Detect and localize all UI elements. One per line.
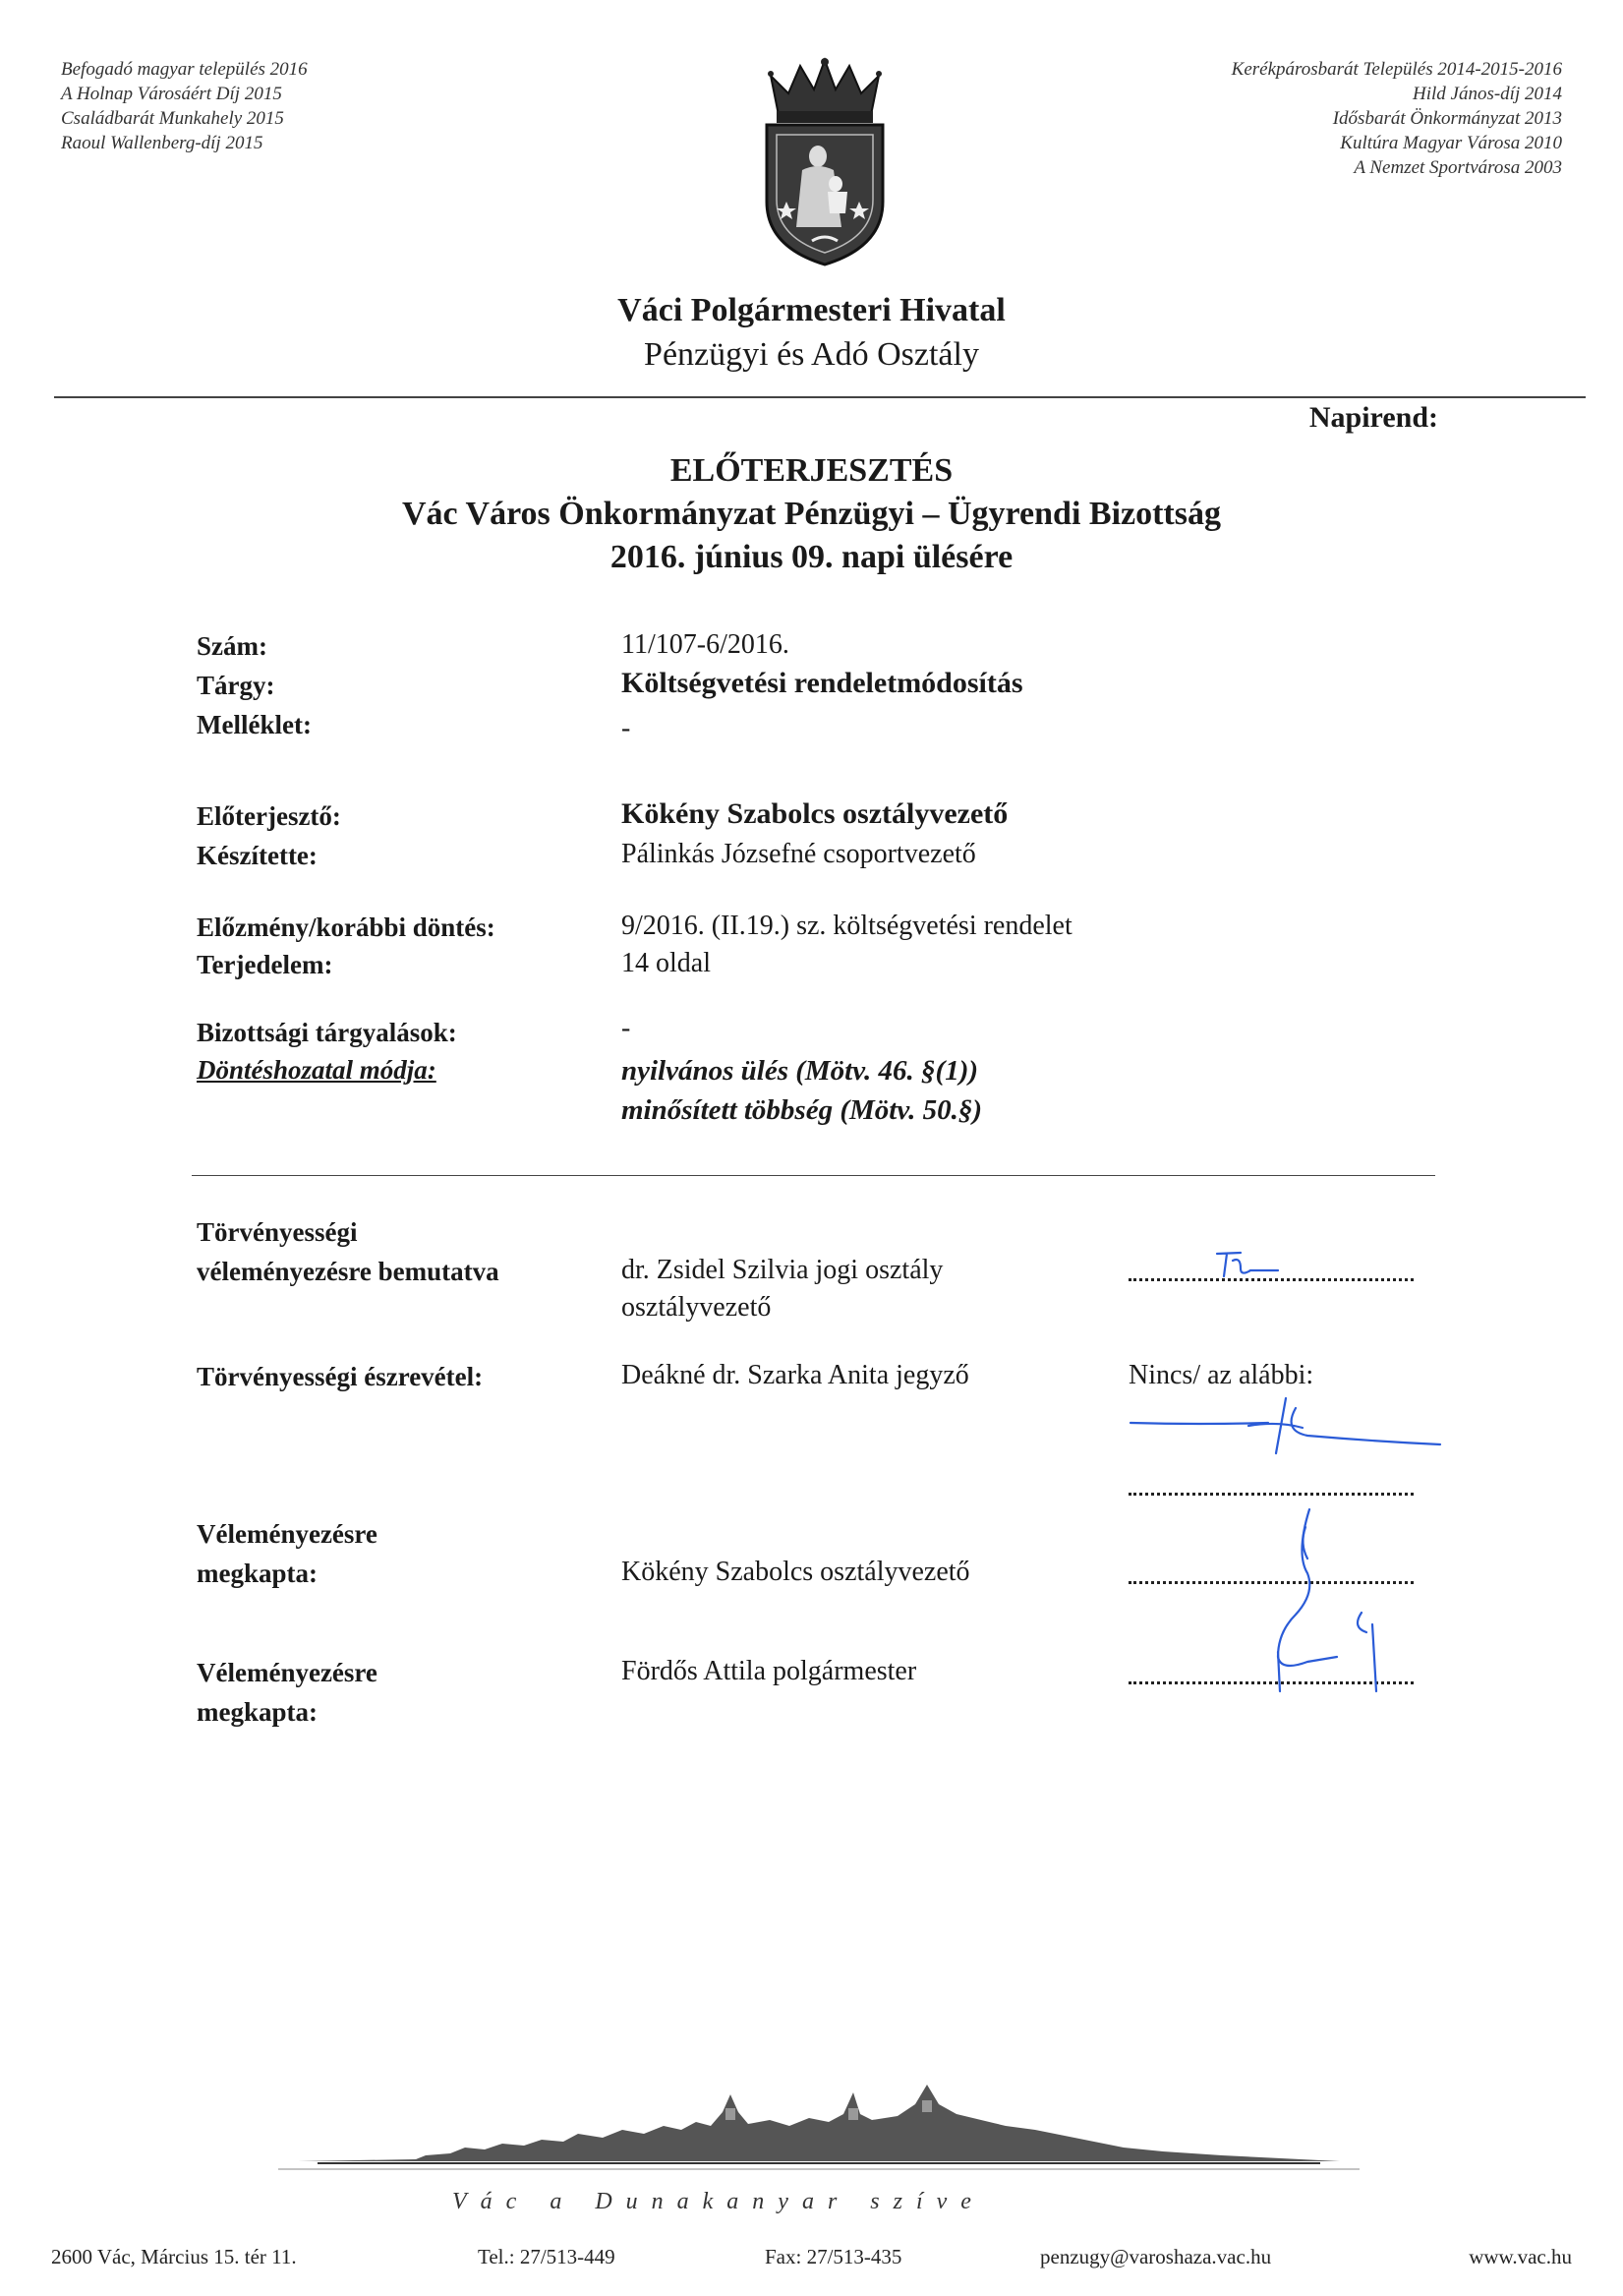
footer-address: 2600 Vác, Március 15. tér 11.: [51, 2245, 297, 2268]
footer-email[interactable]: penzugy@varoshaza.vac.hu: [1040, 2245, 1272, 2268]
signature-mark: [1278, 1509, 1337, 1666]
eloterjeszto-label: Előterjesztő:: [197, 801, 341, 831]
award-item: Befogadó magyar település 2016: [61, 59, 308, 80]
review-3-label-line1: Véleményezésre: [197, 1519, 377, 1549]
award-item: A Holnap Városáért Díj 2015: [61, 84, 282, 104]
office-name: Váci Polgármesteri Hivatal: [617, 292, 1006, 328]
bizottsagi-label: Bizottsági tárgyalások:: [197, 1018, 457, 1047]
melleklet-value: -: [621, 713, 631, 743]
review-2-label: Törvényességi észrevétel:: [197, 1362, 484, 1391]
agenda-label: Napirend:: [1308, 401, 1438, 434]
footer-phone: Tel.: 27/513-449: [478, 2245, 615, 2268]
review-4-value: Fördős Attila polgármester: [621, 1656, 917, 1686]
szam-label: Szám:: [197, 631, 267, 661]
review-4-label-line1: Véleményezésre: [197, 1658, 377, 1687]
szam-value: 11/107-6/2016.: [621, 629, 789, 660]
targy-label: Tárgy:: [197, 671, 275, 700]
keszitette-label: Készítette:: [197, 841, 318, 870]
award-item: Kultúra Magyar Városa 2010: [1340, 133, 1562, 153]
signature-mark: [1276, 1398, 1440, 1453]
footer-fax: Fax: 27/513-435: [765, 2245, 902, 2268]
review-1-value-line1: dr. Zsidel Szilvia jogi osztály: [621, 1255, 944, 1285]
award-item: A Nemzet Sportvárosa 2003: [1354, 157, 1562, 178]
document-title: ELŐTERJESZTÉS: [669, 452, 954, 489]
award-item: Idősbarát Önkormányzat 2013: [1332, 108, 1562, 129]
award-item: Hild János-díj 2014: [1413, 84, 1562, 104]
signature-mark: [1248, 1424, 1303, 1428]
header-divider: [54, 396, 1586, 398]
signature-line: [1129, 1581, 1414, 1584]
signature-line: [1129, 1681, 1414, 1684]
award-item: Raoul Wallenberg-díj 2015: [61, 133, 263, 153]
targy-value: Költségvetési rendeletmódosítás: [621, 667, 1023, 699]
dontes-label: Döntéshozatal módja:: [197, 1055, 436, 1085]
signature-mark: [1303, 1527, 1307, 1559]
melleklet-label: Melléklet:: [197, 710, 312, 739]
review-1-value-line2: osztályvezető: [621, 1292, 772, 1323]
elozmeny-label: Előzmény/korábbi döntés:: [197, 913, 495, 942]
signature-line: [1129, 1278, 1414, 1281]
review-3-value: Kökény Szabolcs osztályvezető: [621, 1557, 970, 1587]
city-motto: Vác a Dunakanyar szíve: [452, 2189, 985, 2214]
city-crest-icon: [757, 54, 893, 270]
dontes-value-2: minősített többség (Mötv. 50.§): [621, 1094, 983, 1126]
bizottsagi-value: -: [621, 1013, 631, 1043]
terjedelem-label: Terjedelem:: [197, 950, 333, 979]
signature-mark: [1358, 1613, 1376, 1691]
award-item: Kerékpárosbarát Település 2014-2015-2016: [1231, 59, 1562, 80]
keszitette-value: Pálinkás Józsefné csoportvezető: [621, 839, 976, 869]
eloterjeszto-value: Kökény Szabolcs osztályvezető: [621, 797, 1009, 830]
signature-line: [1129, 1493, 1414, 1496]
meeting-date: 2016. június 09. napi ülésére: [609, 539, 1014, 575]
city-skyline-icon: [278, 2065, 1360, 2183]
review-4-label-line2: megkapta:: [197, 1697, 318, 1727]
dontes-value-1: nyilvános ülés (Mötv. 46. §(1)): [621, 1055, 979, 1087]
review-2-value: Deákné dr. Szarka Anita jegyző: [621, 1360, 969, 1390]
signature-mark: [1130, 1423, 1268, 1424]
review-3-label-line2: megkapta:: [197, 1559, 318, 1588]
terjedelem-value: 14 oldal: [621, 948, 711, 978]
footer-website[interactable]: www.vac.hu: [1469, 2245, 1572, 2268]
committee-name: Vác Város Önkormányzat Pénzügyi – Ügyrendi Bizottság: [402, 496, 1221, 532]
department-name: Pénzügyi és Adó Osztály: [644, 336, 979, 373]
review-2-note: Nincs/ az alábbi:: [1129, 1360, 1314, 1390]
signature-mark: [1278, 1652, 1280, 1691]
review-1-label-line1: Törvényességi: [197, 1217, 358, 1247]
signature-mark: [1217, 1253, 1278, 1276]
elozmeny-value: 9/2016. (II.19.) sz. költségvetési rendelet: [621, 911, 1072, 941]
review-1-label-line2: véleményezésre bemutatva: [197, 1257, 499, 1286]
awards-right: [1232, 57, 1562, 180]
award-item: Családbarát Munkahely 2015: [61, 108, 284, 129]
awards-left: [61, 57, 308, 155]
section-divider: [192, 1175, 1435, 1176]
